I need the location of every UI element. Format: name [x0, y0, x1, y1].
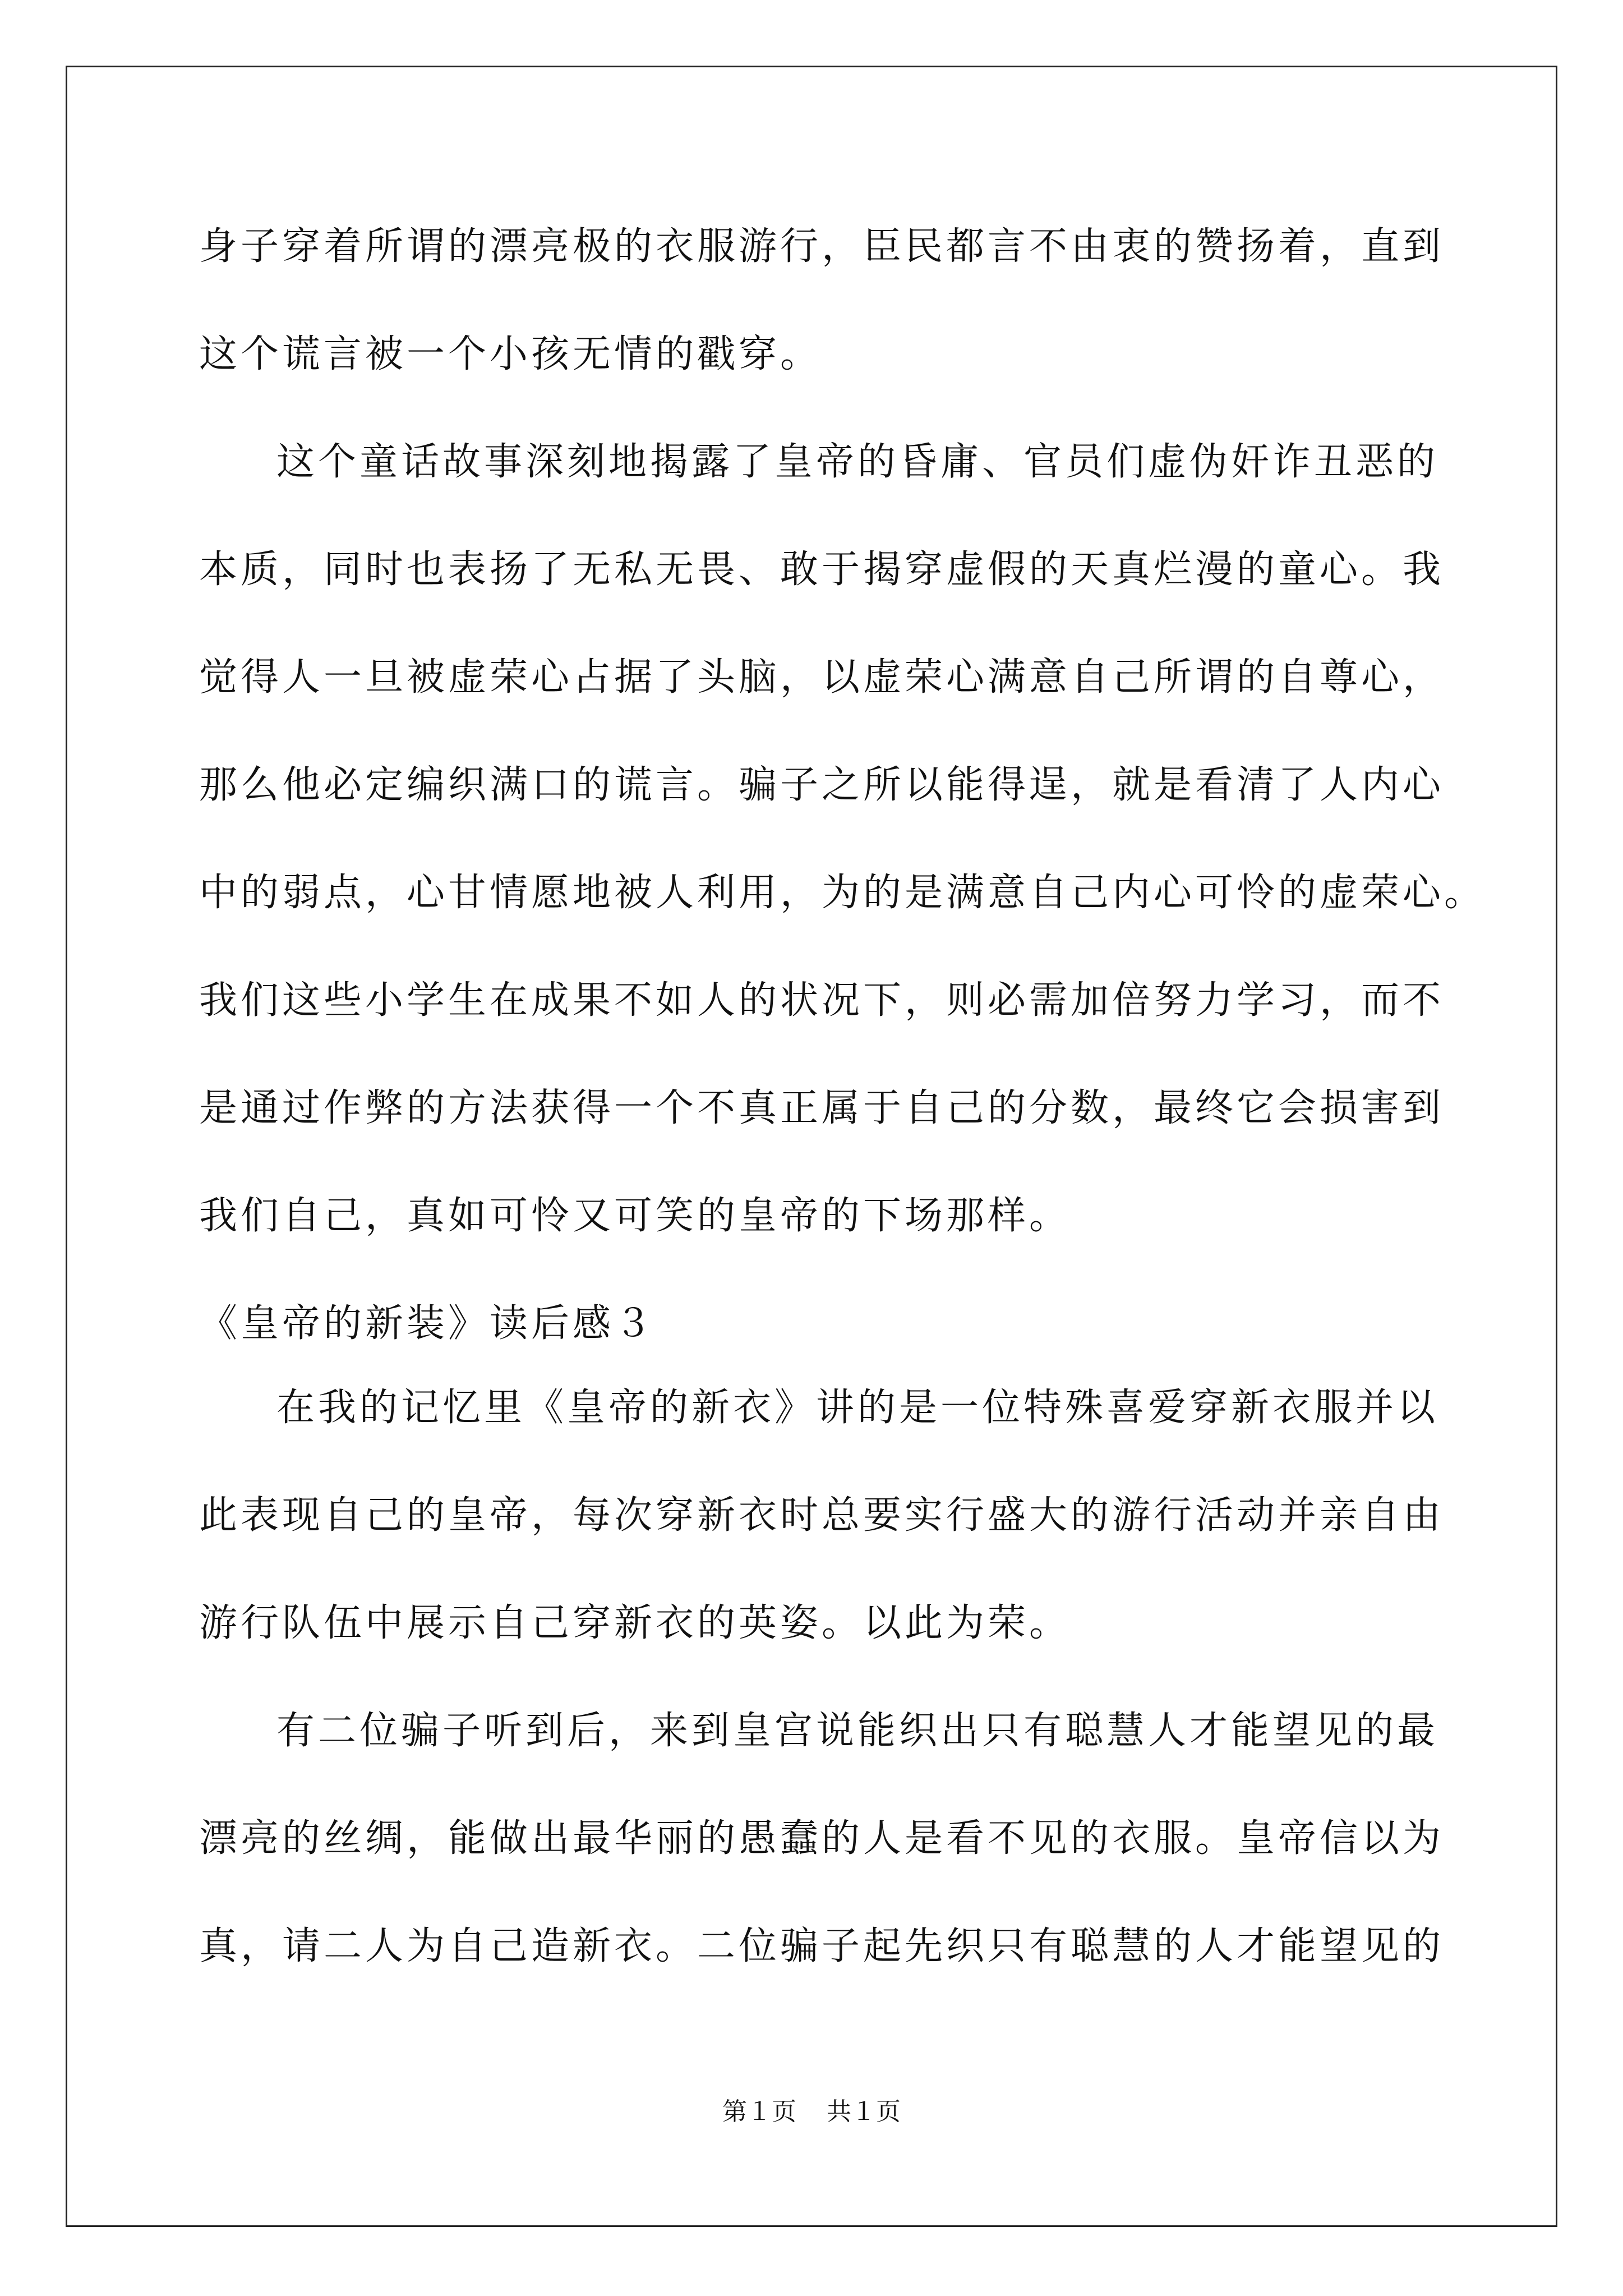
section-title: 《皇帝的新装》读后感３ — [199, 1301, 656, 1346]
text-line: 在我的记忆里《皇帝的新衣》讲的是一位特殊喜爱穿新衣服并以 — [276, 1386, 1439, 1430]
page-footer — [0, 2095, 1623, 2129]
text-line: 有二位骗子听到后，来到皇宫说能织出只有聪慧人才能望见的最 — [276, 1709, 1439, 1753]
page-total: 共１页 — [827, 2097, 901, 2126]
text-line: 身子穿着所谓的漂亮极的衣服游行，臣民都言不由衷的赞扬着，直到 — [199, 224, 1445, 269]
text-line: 那么他必定编织满口的谎言。骗子之所以能得逞，就是看清了人内心 — [199, 763, 1445, 807]
text-line: 是通过作弊的方法获得一个不真正属于自己的分数，最终它会损害到 — [199, 1086, 1445, 1130]
text-line: 此表现自己的皇帝，每次穿新衣时总要实行盛大的游行活动并亲自由 — [199, 1493, 1445, 1538]
text-line: 漂亮的丝绸，能做出最华丽的愚蠢的人是看不见的衣服。皇帝信以为 — [199, 1816, 1445, 1861]
document-body — [199, 213, 1486, 2021]
paragraph-3 — [199, 1374, 1445, 1697]
page-number: 第１页 — [722, 2097, 796, 2126]
text-line: 本质，同时也表扬了无私无畏、敢于揭穿虚假的天真烂漫的童心。我 — [199, 547, 1445, 592]
text-line: 觉得人一旦被虚荣心占据了头脑，以虚荣心满意自己所谓的自尊心， — [199, 655, 1445, 700]
text-line: 游行队伍中展示自己穿新衣的英姿。以此为荣。 — [199, 1601, 1071, 1645]
text-line: 这个谎言被一个小孩无情的戳穿。 — [199, 332, 822, 376]
text-line: 我们这些小学生在成果不如人的状况下，则必需加倍努力学习，而不 — [199, 978, 1445, 1023]
paragraph-1 — [199, 213, 1445, 429]
text-line: 这个童话故事深刻地揭露了皇帝的昏庸、官员们虚伪奸诈丑恶的 — [276, 440, 1439, 484]
paragraph-4 — [199, 1697, 1445, 2021]
text-line: 中的弱点，心甘情愿地被人利用，为的是满意自己内心可怜的虚荣心。 — [199, 871, 1486, 915]
text-line: 我们自己，真如可怜又可笑的皇帝的下场那样。 — [199, 1194, 1071, 1238]
paragraph-2 — [199, 429, 1486, 1290]
text-line: 真，请二人为自己造新衣。二位骗子起先织只有聪慧的人才能望见的 — [199, 1924, 1445, 1968]
